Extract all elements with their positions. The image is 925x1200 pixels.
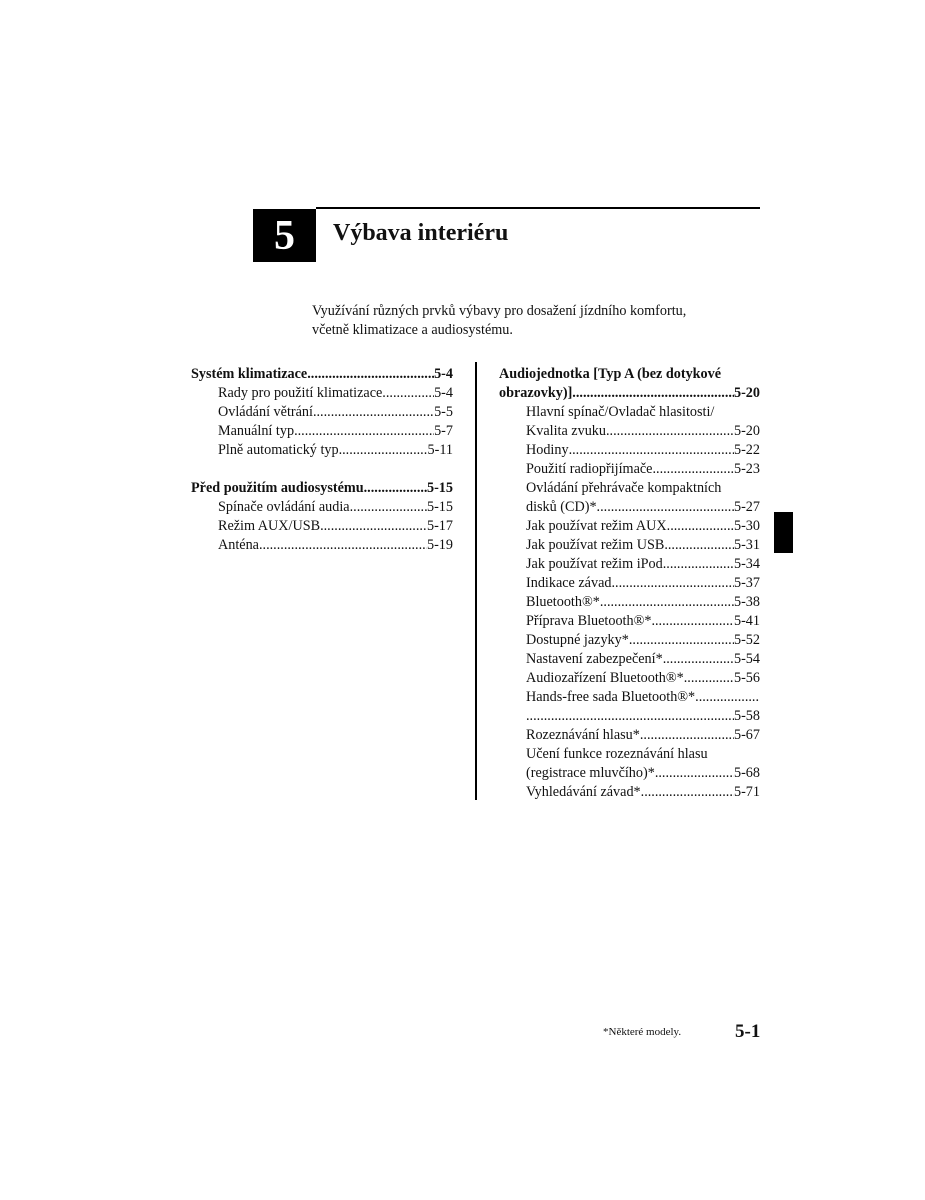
toc-page: 5-56 [733,670,760,686]
toc-label: Plně automatický typ [218,442,339,458]
leader-dots [382,384,434,403]
toc-page: 5-20 [733,385,760,401]
toc-section-klimatizace[interactable] [191,365,453,384]
toc-entry[interactable] [499,441,760,460]
chapter-number-box [253,209,316,262]
toc-label: Před použitím audiosystému [191,480,364,496]
page-number: 5-1 [735,1021,761,1042]
toc-page: 5-41 [733,613,760,629]
toc-label: Jak používat režim iPod [526,556,663,572]
toc-page: 5-67 [733,727,760,743]
toc-label: (registrace mluvčího)* [526,765,655,781]
leader-dots [600,593,734,612]
toc-section-audiosystem[interactable] [191,479,453,498]
toc-entry[interactable] [191,536,453,555]
intro-line: Využívání různých prvků výbavy pro dosažení jízdního komfortu, [312,303,687,319]
toc-entry[interactable] [499,650,760,669]
leader-dots [663,650,734,669]
leader-dots [526,707,734,726]
toc-section-audiojednotka-line1[interactable]: Audiojednotka [Typ A (bez dotykové [499,366,722,382]
toc-page: 5-15 [426,499,453,515]
toc-label: Režim AUX/USB [218,518,321,534]
toc-page: 5-38 [733,594,760,610]
chapter-number: 5 [274,212,295,259]
toc-entry[interactable] [191,441,453,460]
toc-entry[interactable] [499,517,760,536]
leader-dots [684,669,734,688]
toc-entry[interactable] [499,631,760,650]
chapter-thumb-tab [774,512,793,553]
toc-entry-line1[interactable]: Hlavní spínač/Ovladač hlasitosti/ [526,404,715,420]
toc-label: Bluetooth®* [526,594,600,610]
footnote: *Některé modely. [603,1026,682,1038]
toc-page: 5-11 [427,442,453,458]
leader-dots [597,498,734,517]
toc-label: disků (CD)* [526,499,597,515]
toc-label: Spínače ovládání audia [218,499,350,515]
toc-label: Anténa [218,537,259,553]
toc-entry[interactable] [499,707,760,726]
chapter-intro [312,302,752,340]
toc-page: 5-71 [733,784,760,800]
leader-dots [320,517,427,536]
toc-entry[interactable] [499,536,760,555]
toc-label: Dostupné jazyky* [526,632,629,648]
column-divider [475,362,477,800]
toc-entry[interactable] [191,403,453,422]
toc-page: 5-23 [733,461,760,477]
toc-label: Jak používat režim USB [526,537,665,553]
toc-entry[interactable] [499,498,760,517]
leader-dots [629,631,734,650]
toc-page: 5-27 [733,499,760,515]
toc-entry-line1[interactable]: Učení funkce rozeznávání hlasu [526,746,708,762]
leader-dots [655,764,734,783]
toc-label: Použití radiopřijímače [526,461,653,477]
toc-right-column [499,365,760,802]
toc-page: 5-17 [426,518,453,534]
toc-page: 5-37 [733,575,760,591]
toc-entry[interactable] [499,555,760,574]
toc-page: 5-19 [426,537,453,553]
leader-dots [572,384,734,403]
toc-page: 5-54 [733,651,760,667]
leader-dots [695,688,760,707]
toc-entry[interactable] [499,593,760,612]
toc-label: Kvalita zvuku [526,423,606,439]
toc-entry[interactable] [191,384,453,403]
leader-dots [307,365,434,384]
leader-dots [611,574,734,593]
leader-dots [294,422,434,441]
toc-label: Indikace závad [526,575,612,591]
leader-dots [664,536,734,555]
toc-label: Hodiny [526,442,569,458]
toc-page: 5-31 [733,537,760,553]
leader-dots [651,612,734,631]
toc-page: 5-20 [733,423,760,439]
title-rule [316,207,760,209]
toc-page: 5-34 [733,556,760,572]
chapter-title: Výbava interiéru [333,220,509,246]
leader-dots [606,422,734,441]
toc-entry[interactable] [499,726,760,745]
toc-label: Jak používat režim AUX [526,518,667,534]
toc-label: Příprava Bluetooth®* [526,613,652,629]
leader-dots [667,517,734,536]
toc-entry[interactable] [499,669,760,688]
leader-dots [364,479,427,498]
section-spacer [191,460,453,479]
leader-dots [350,498,427,517]
toc-label: Hands-free sada Bluetooth®* [526,689,696,705]
toc-page: 5-52 [733,632,760,648]
toc-entry[interactable] [499,764,760,783]
toc-label: Ovládání větrání [218,404,313,420]
toc-label: Rady pro použití klimatizace [218,385,383,401]
toc-entry[interactable] [191,498,453,517]
toc-page: 5-4 [434,366,453,382]
toc-label: Nastavení zabezpečení* [526,651,663,667]
toc-label: Audiozařízení Bluetooth®* [526,670,684,686]
toc-entry-line1[interactable] [499,688,760,707]
leader-dots [641,783,734,802]
toc-entry[interactable] [499,783,760,802]
toc-section-audiojednotka[interactable] [499,384,760,403]
leader-dots [339,441,428,460]
toc-page: 5-58 [733,708,760,724]
leader-dots [259,536,427,555]
toc-entry[interactable] [499,460,760,479]
leader-dots [640,726,734,745]
toc-entry[interactable] [191,517,453,536]
intro-line: včetně klimatizace a audiosystému. [312,322,513,338]
toc-entry[interactable] [499,422,760,441]
leader-dots [569,441,734,460]
toc-label: Manuální typ [218,423,295,439]
toc-entry[interactable] [499,574,760,593]
toc-page: 5-22 [733,442,760,458]
toc-page: 5-4 [434,385,453,401]
toc-entry[interactable] [499,612,760,631]
toc-label: Vyhledávání závad* [526,784,641,800]
toc-page: 5-30 [733,518,760,534]
toc-page: 5-15 [426,480,453,496]
toc-label: Rozeznávání hlasu* [526,727,640,743]
toc-page: 5-68 [733,765,760,781]
leader-dots [663,555,734,574]
toc-label: obrazovky)] [499,385,573,401]
toc-page: 5-7 [434,423,453,439]
toc-entry-line1[interactable]: Ovládání přehrávače kompaktních [526,480,722,496]
leader-dots [652,460,734,479]
toc-entry[interactable] [191,422,453,441]
toc-label: Systém klimatizace [191,366,308,382]
toc-left-column [191,365,453,555]
leader-dots [313,403,434,422]
toc-page: 5-5 [434,404,453,420]
